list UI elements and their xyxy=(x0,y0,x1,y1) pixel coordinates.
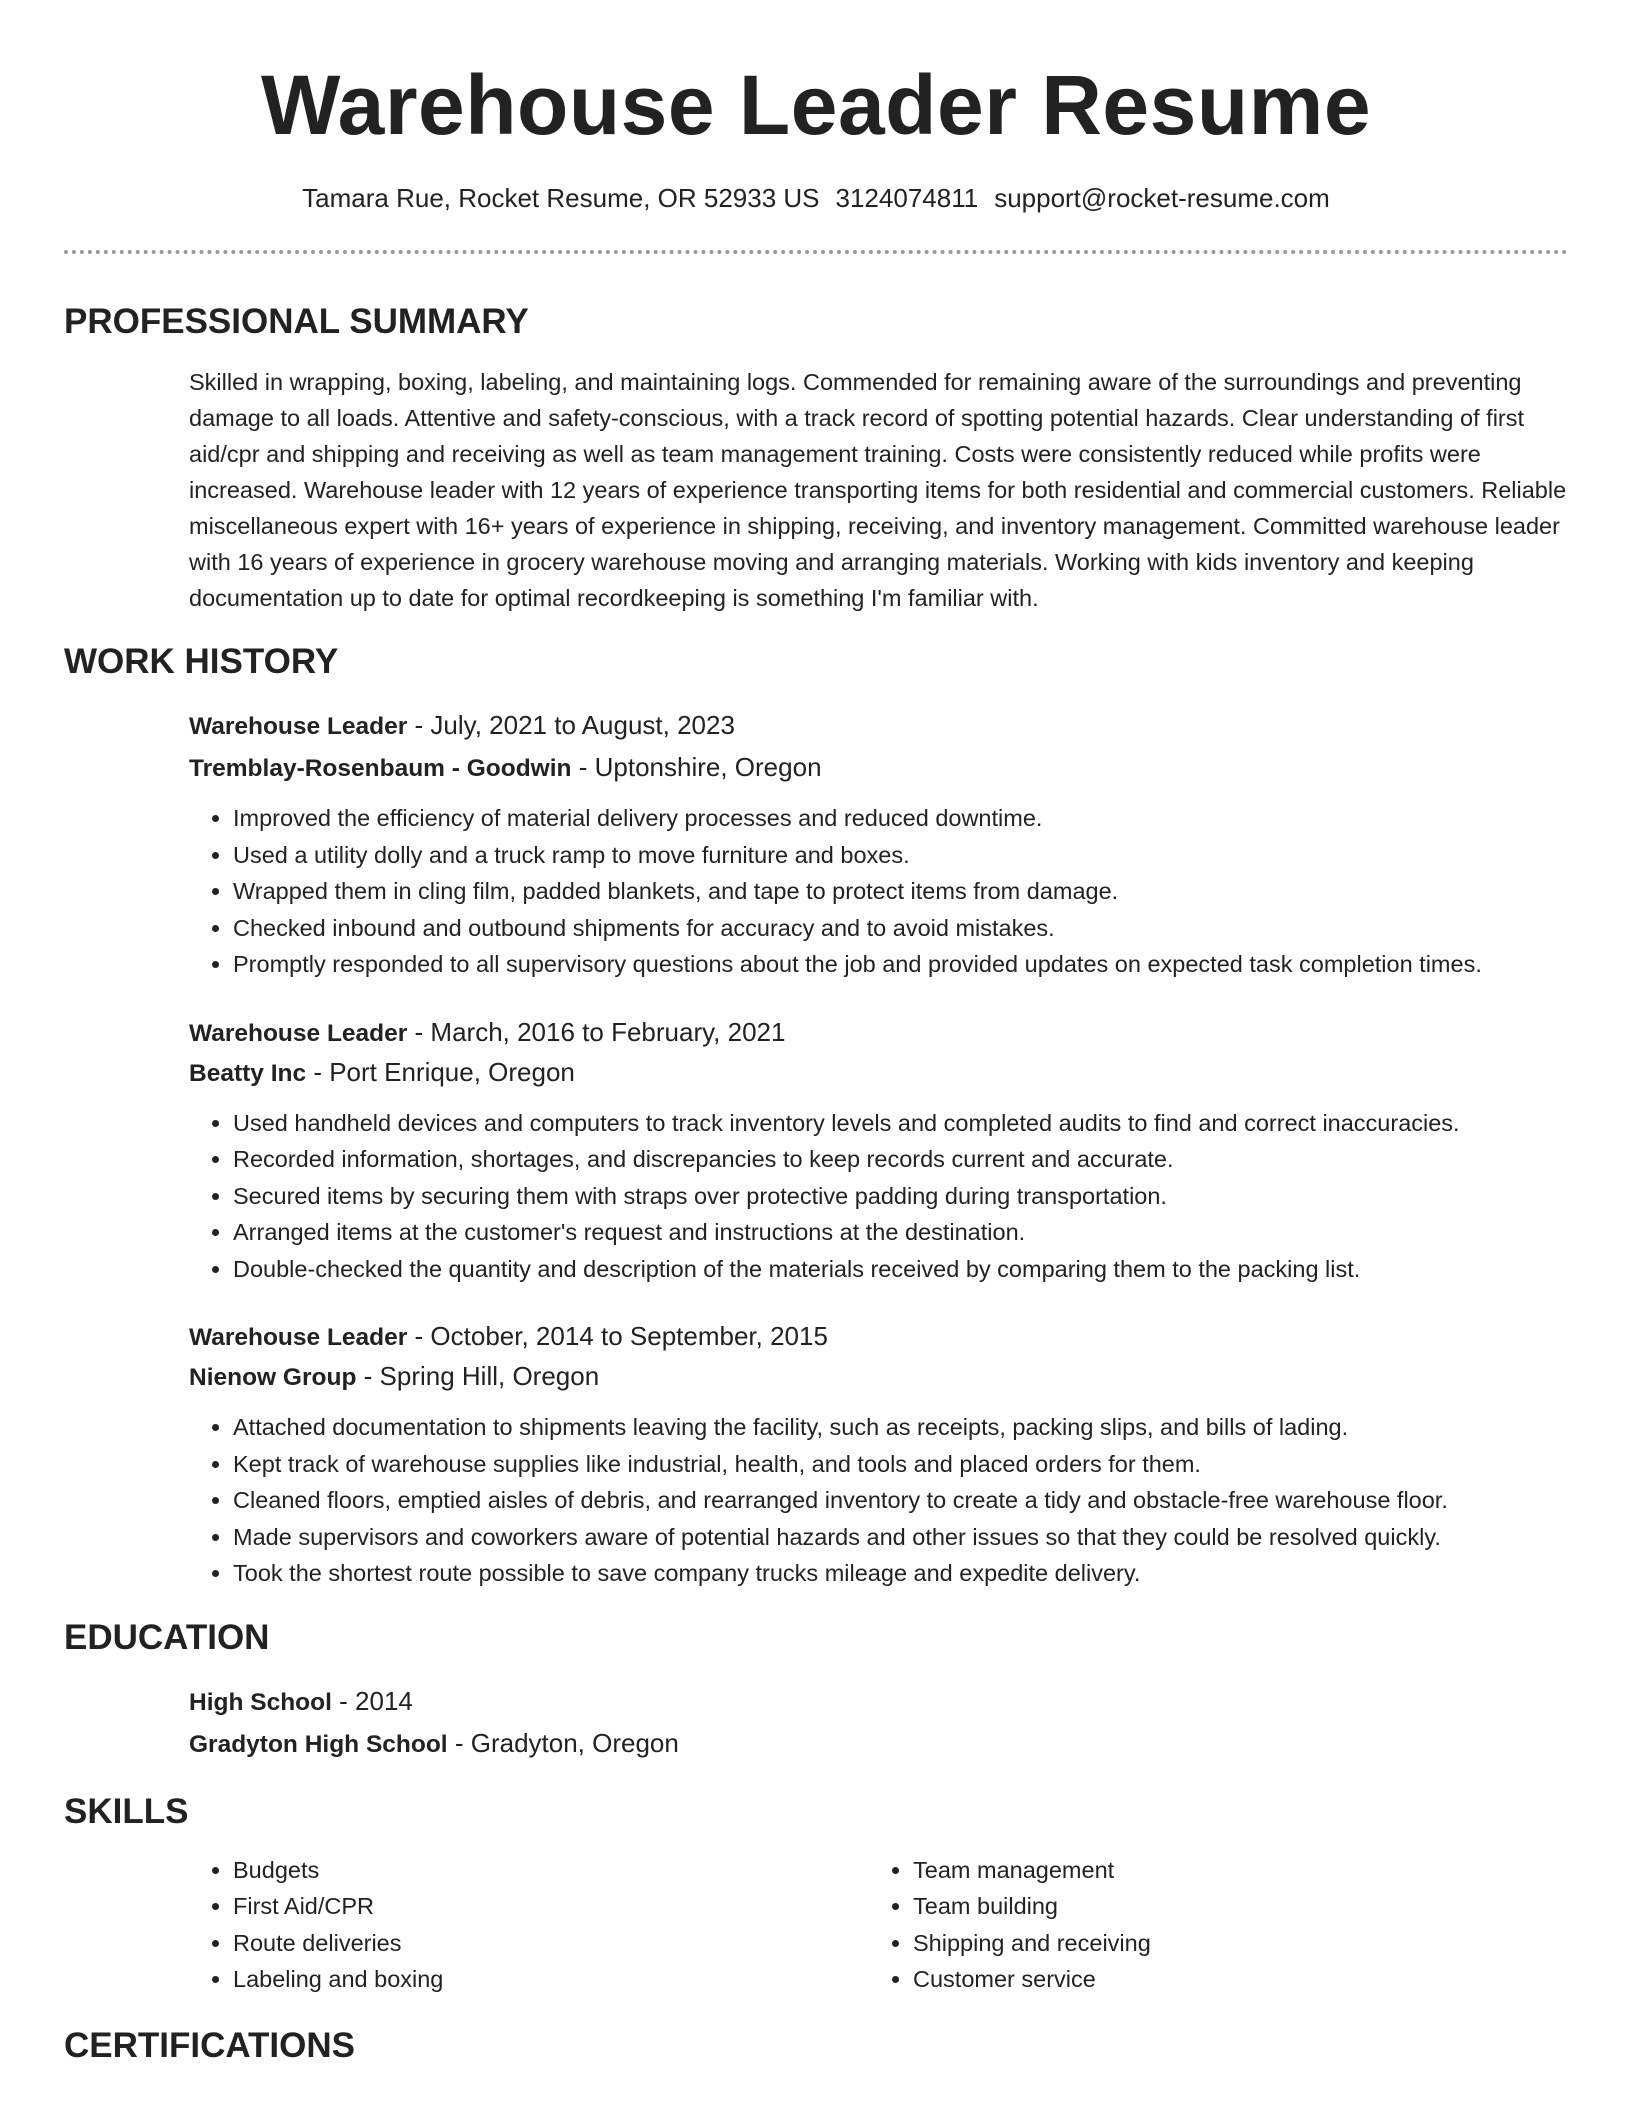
job-bullets xyxy=(189,800,1568,983)
job-bullets xyxy=(189,1105,1568,1288)
header-divider xyxy=(64,250,1568,254)
job-company: Tremblay-Rosenbaum - Goodwin xyxy=(189,755,572,782)
job-company: Beatty Inc xyxy=(189,1059,307,1087)
contact-phone: 3124074811 xyxy=(835,183,979,213)
list-item: • Improved the efficiency of material delivery processes and reduced downtime. xyxy=(233,800,1568,837)
contact-address: Tamara Rue, Rocket Resume, OR 52933 US xyxy=(302,183,820,213)
skills-list-left xyxy=(189,1852,869,1998)
resume-page xyxy=(64,0,1568,2066)
job-entry xyxy=(189,1013,1568,1288)
job-title-line xyxy=(189,706,1568,746)
list-item: • Team building xyxy=(913,1888,1549,1925)
job-org-line xyxy=(189,748,1568,788)
list-item: • Kept track of warehouse supplies like industrial, health, and tools and placed orders for them. xyxy=(233,1446,1568,1483)
job-dates: - March, 2016 to February, 2021 xyxy=(407,1016,786,1047)
school-location: - Gradyton, Oregon xyxy=(447,1727,679,1758)
job-org-line xyxy=(189,1053,1568,1093)
skills-grid xyxy=(189,1852,1568,1998)
list-item: • Team management xyxy=(913,1852,1549,1889)
list-item: • Used a utility dolly and a truck ramp to move furniture and boxes. xyxy=(233,837,1568,874)
list-item: • Promptly responded to all supervisory questions about the job and provided updates on expected task completion times. xyxy=(233,946,1568,983)
job-title: Warehouse Leader xyxy=(189,1019,408,1047)
list-item: • Checked inbound and outbound shipments for accuracy and to avoid mistakes. xyxy=(233,910,1568,947)
certifications-section xyxy=(64,2026,1568,2066)
job-dates: - October, 2014 to September, 2015 xyxy=(407,1321,828,1351)
summary-heading: PROFESSIONAL SUMMARY xyxy=(64,302,529,341)
graduation-year: - 2014 xyxy=(331,1685,413,1716)
skills-section xyxy=(64,1792,1568,1998)
summary-section xyxy=(64,302,1568,616)
job-entry xyxy=(189,706,1568,983)
resume-title: Warehouse Leader Resume xyxy=(260,58,1372,152)
job-company: Nienow Group xyxy=(189,1364,357,1391)
job-title-line xyxy=(189,1317,1568,1357)
skills-list-right xyxy=(869,1852,1549,1998)
skills-heading: SKILLS xyxy=(64,1791,189,1831)
list-item: • Wrapped them in cling film, padded blankets, and tape to protect items from damage. xyxy=(233,873,1568,910)
job-title-line xyxy=(189,1013,1568,1053)
list-item: • Double-checked the quantity and description of the materials received by comparing them to the packing list. xyxy=(233,1251,1568,1288)
list-item: • Arranged items at the customer's request and instructions at the destination. xyxy=(233,1214,1568,1251)
job-dates: - July, 2021 to August, 2023 xyxy=(407,710,735,740)
list-item: • Recorded information, shortages, and discrepancies to keep records current and accurate. xyxy=(233,1141,1568,1178)
list-item: • Budgets xyxy=(233,1852,869,1889)
job-org-line xyxy=(189,1357,1568,1397)
degree-line xyxy=(189,1682,1568,1722)
list-item: • Customer service xyxy=(913,1961,1549,1998)
job-bullets xyxy=(189,1409,1568,1592)
certifications-heading: CERTIFICATIONS xyxy=(64,2025,356,2065)
list-item: • Attached documentation to shipments leaving the facility, such as receipts, packing slips, and bills of lading. xyxy=(233,1409,1568,1446)
education-entry xyxy=(189,1682,1568,1764)
job-location: - Spring Hill, Oregon xyxy=(356,1361,600,1391)
job-location: - Uptonshire, Oregon xyxy=(571,752,822,782)
list-item: • Labeling and boxing xyxy=(233,1961,869,1998)
contact-line xyxy=(64,182,1568,214)
job-title: Warehouse Leader xyxy=(189,1324,408,1351)
list-item: • Cleaned floors, emptied aisles of debris, and rearranged inventory to create a tidy and obstacle-free warehouse floor. xyxy=(233,1482,1568,1519)
work-history-section xyxy=(64,642,1568,1592)
job-title: Warehouse Leader xyxy=(189,713,408,740)
list-item: • Route deliveries xyxy=(233,1925,869,1962)
list-item: • Secured items by securing them with straps over protective padding during transportation. xyxy=(233,1178,1568,1215)
job-entry xyxy=(189,1317,1568,1592)
contact-email: support@rocket-resume.com xyxy=(994,183,1330,213)
school-name: Gradyton High School xyxy=(189,1730,448,1758)
list-item: • Made supervisors and coworkers aware of potential hazards and other issues so that they could be resolved quickly. xyxy=(233,1519,1568,1556)
list-item: • Shipping and receiving xyxy=(913,1925,1549,1962)
list-item: • Used handheld devices and computers to track inventory levels and completed audits to find and correct inaccuracies. xyxy=(233,1105,1568,1142)
school-line xyxy=(189,1724,1568,1764)
education-section xyxy=(64,1618,1568,1764)
list-item: • First Aid/CPR xyxy=(233,1888,869,1925)
summary-text: Skilled in wrapping, boxing, labeling, and maintaining logs. Commended for remaining aware of the surroundings and preventing damage to all loads. Attentive and safety-conscious, with a track record of spotting potential hazards. Clear understanding of first aid/cpr and shipping and receiving as well as team management training. Costs were consistently reduced while profits were increased. Warehouse leader with 12 years of experience transporting items for both residential and commercial customers. Reliable miscellaneous expert with 16+ years of experience in shipping, receiving, and inventory management. Committed warehouse leader with 16 years of experience in grocery warehouse moving and arranging materials. Working with kids inventory and keeping documentation up to date for optimal recordkeeping is something I'm familiar with. xyxy=(189,369,1567,611)
degree: High School xyxy=(189,1688,332,1716)
work-history-heading: WORK HISTORY xyxy=(64,642,339,681)
education-heading: EDUCATION xyxy=(64,1617,270,1657)
job-location: - Port Enrique, Oregon xyxy=(306,1056,575,1087)
list-item: • Took the shortest route possible to save company trucks mileage and expedite delivery. xyxy=(233,1555,1568,1592)
